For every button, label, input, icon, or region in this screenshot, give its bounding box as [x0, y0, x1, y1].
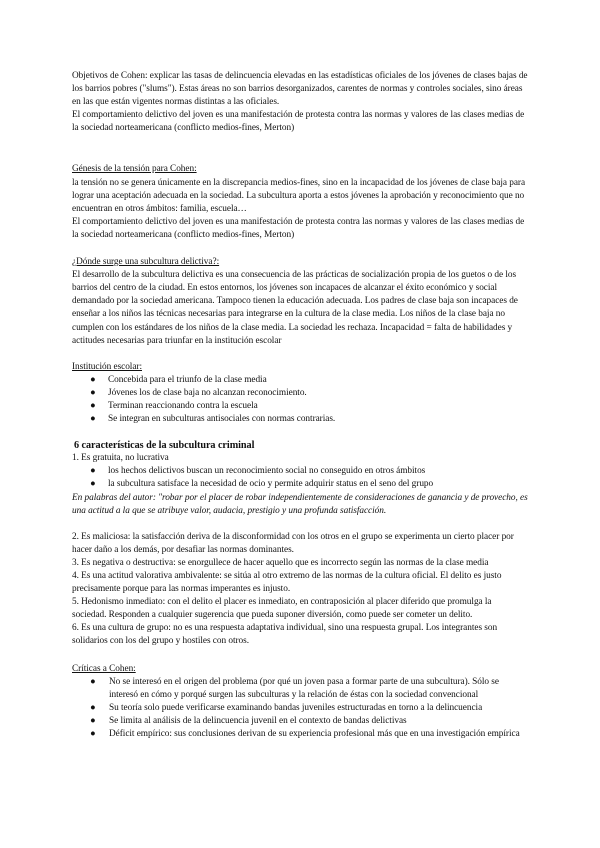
- list-item: ● Concebida para el triunfo de la clase media: [72, 374, 528, 387]
- bullet-icon: ●: [90, 387, 96, 398]
- list-item: ● Su teoría solo puede verificarse examinando bandas juveniles estructuradas en torno a la delincuencia: [72, 702, 528, 715]
- numbered-item: 6. Es una cultura de grupo: no es una respuesta adaptativa individual, sino una respuesta grupal. Los integrantes son solidarios con los del grupo y hostiles con otros.: [72, 623, 498, 647]
- bullet-icon: ●: [90, 479, 96, 490]
- list-item: ● No se interesó en el origen del problema (por qué un joven pasa a formar parte de una subcultura). Sólo se interesó en cómo y porqué surgen las subculturas y la relación de éstas con la sociedad convencional: [90, 676, 499, 700]
- bullet-icon: ●: [90, 729, 96, 740]
- section-genesis: [72, 163, 528, 242]
- paragraph: la tensión no se genera únicamente en la discrepancia medios-fines, sino en la incapacidad de los jóvenes de clase baja para lograr una aceptación adecuada en la sociedad. La subcultura aporta a estos jóvenes la aprobación y reconocimiento que no encuentran en otros ámbitos: familia, escuela…: [72, 177, 526, 214]
- numbered-list: [72, 531, 528, 649]
- section-criticas: [72, 663, 528, 742]
- paragraph: El desarrollo de la subcultura delictiva es una consecuencia de las prácticas de socialización propia de los guetos o de los barrios del centro de la ciudad. En estos entornos, los jóvenes son incapaces de alcanzar el éxito económico y social demandado por la sociedad americana. Tampoco tienen la educación adecuada. Los padres de clase baja son incapaces de enseñar a los niños las técnicas necesarias para integrarse en la cultura de la clase media. Los niños de la clase baja no cumplen con los estándares de los niños de la clase media. La sociedad les rechaza. Incapacidad = falta de habilidades y actitudes necesarias para triunfar en la institución escolar: [72, 270, 518, 346]
- bullet-icon: ●: [90, 400, 96, 411]
- list-item: ● Se integran en subculturas antisociales con normas contrarias.: [72, 413, 528, 426]
- list-item: ● la subcultura satisface la necesidad de ocio y permite adquirir status en el seno del grupo: [72, 478, 528, 491]
- list-item: ● Déficit empírico: sus conclusiones derivan de su experiencia profesional más que en una investigación empírica: [72, 728, 528, 741]
- section-heading: ¿Dónde surge una subcultura delictiva?:: [72, 257, 220, 268]
- section-heading: Críticas a Cohen:: [72, 663, 136, 674]
- bullet-list: [72, 676, 528, 741]
- bullet-icon: ●: [90, 715, 96, 726]
- list-item: ● Terminan reaccionando contra la escuela: [72, 400, 528, 413]
- section-objetivos: [72, 70, 528, 135]
- numbered-item: 3. Es negativa o destructiva: se enorgullece de hacer aquello que es incorrecto según las normas de la clase media: [72, 557, 489, 568]
- list-item: ● Jóvenes los de clase baja no alcanzan reconocimiento.: [72, 387, 528, 400]
- bullet-list: [72, 465, 528, 491]
- numbered-item: 4. Es una actitud valorativa ambivalente: se sitúa al otro extremo de las normas de la cultura oficial. El delito es justo precisamente porque para las normas imperantes es injusto.: [72, 571, 502, 595]
- section-caracteristicas: [72, 439, 528, 648]
- paragraph: El comportamiento delictivo del joven es una manifestación de protesta contra las normas y valores de las clases medias de la sociedad norteamericana (conflicto medios-fines, Merton): [72, 216, 525, 240]
- list-item: ● los hechos delictivos buscan un reconocimiento social no conseguido en otros ámbitos: [72, 465, 528, 478]
- section-institucion-escolar: [72, 361, 528, 426]
- paragraph: El comportamiento delictivo del joven es una manifestación de protesta contra las normas y valores de las clases medias de la sociedad norteamericana (conflicto medios-fines, Merton): [72, 110, 525, 134]
- document-content: [72, 70, 528, 741]
- section-heading: 6 características de la subcultura criminal: [74, 440, 255, 452]
- numbered-item: 5. Hedonismo inmediato: con el delito el placer es inmediato, en contraposición al placer diferido que promulga la sociedad. Responden a cualquier sugerencia que pueda suponer diversión, como puede ser cometer un delito.: [72, 597, 492, 621]
- bullet-icon: ●: [90, 414, 96, 425]
- author-quote: En palabras del autor: "robar por el placer de robar independientemente de consideraciones de ganancia y de provecho, es una actitud a la que se atribuye valor, audacia, prestigio y una profunda satisfacción.: [72, 492, 528, 516]
- paragraph: Objetivos de Cohen: explicar las tasas de delincuencia elevadas en las estadísticas oficiales de los jóvenes de clases bajas de los barrios pobres ("slums"). Estas áreas no son barrios desorganizados, carentes de normas y controles sociales, sino áreas en las que están vigentes normas distintas a las oficiales.: [72, 71, 528, 108]
- bullet-icon: ●: [90, 676, 96, 687]
- bullet-icon: ●: [90, 466, 96, 477]
- bullet-list: [72, 374, 528, 426]
- bullet-icon: ●: [90, 374, 96, 385]
- list-item: ● Se limita al análisis de la delincuencia juvenil en el contexto de bandas delictivas: [72, 715, 528, 728]
- bullet-icon: ●: [90, 702, 96, 713]
- section-heading: Génesis de la tensión para Cohen:: [72, 164, 197, 175]
- section-donde-surge: [72, 256, 528, 348]
- numbered-item: 2. Es maliciosa: la satisfacción deriva de la disconformidad con los otros en el grupo se experimenta un cierto placer por hacer daño a los demás, por desafiar las normas dominantes.: [72, 531, 514, 555]
- numbered-item: 1. Es gratuita, no lucrativa: [72, 453, 169, 464]
- section-heading: Institución escolar:: [72, 361, 142, 372]
